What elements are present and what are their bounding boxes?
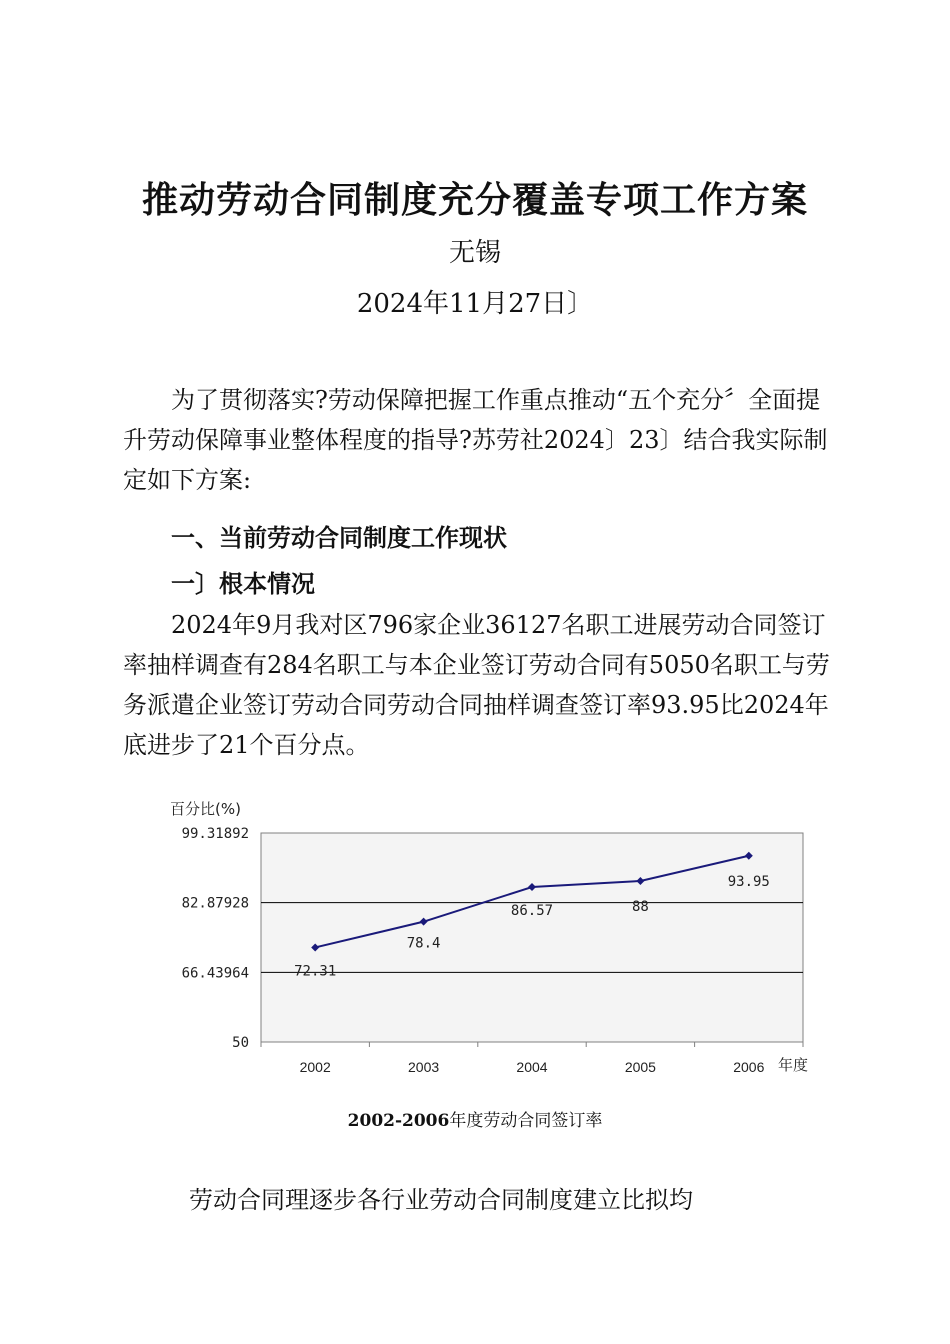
document-date: 2024年11月27日〕 [356,289,594,319]
y-axis-label: 百分比(%) [170,800,241,818]
subsection-heading: 一〕根本情况 [171,569,315,598]
section-heading: 一、当前劳动合同制度工作现状 [171,524,507,552]
x-tick-label: 2004 [516,1059,548,1075]
x-tick-label: 2003 [408,1059,440,1075]
chart-caption [0,1106,950,1131]
y-tick-label: 66.43964 [181,965,249,982]
plot-area [261,833,803,1042]
caption-text: 年度劳动合同签订率 [449,1111,603,1131]
y-tick-label: 82.87928 [181,895,249,912]
x-tick-label: 2002 [299,1059,331,1075]
data-label: 88 [631,898,649,915]
x-tick-label: 2006 [733,1059,765,1075]
body-paragraph: 2024年9月我对区796家企业36127名职工进展劳动合同签订率抽样调查有284名职工与本企业签订劳动合同有5050名职工与劳务派遣企业签订劳动合同劳动合同抽样调查签订率93.95比2024年底进步了21个百分点。 [123,611,830,759]
closing-paragraph: 劳动合同理逐步各行业劳动合同制度建立比拟均 [189,1186,693,1214]
intro-paragraph: 为了贯彻落实?劳动保障把握工作重点推动“五个充分〞全面提升劳动保障事业整体程度的指导?苏劳社2024〕23〕结合我实际制定如下方案: [123,386,828,494]
line-chart [160,790,820,1090]
data-label: 78.4 [406,935,441,952]
data-label: 86.57 [510,903,554,920]
caption-years: 2002-2006 [347,1111,450,1131]
y-tick-label: 50 [232,1035,249,1051]
data-label: 72.31 [294,963,337,980]
document-title: 推动劳动合同制度充分覆盖专项工作方案 [141,180,808,221]
y-tick-label: 99.31892 [181,826,249,842]
chart-container [160,790,820,1090]
document-subtitle: 无锡 [448,238,501,268]
data-label: 93.95 [727,873,770,890]
x-tick-label: 2005 [624,1059,656,1075]
x-axis-label: 年度 [778,1056,809,1074]
